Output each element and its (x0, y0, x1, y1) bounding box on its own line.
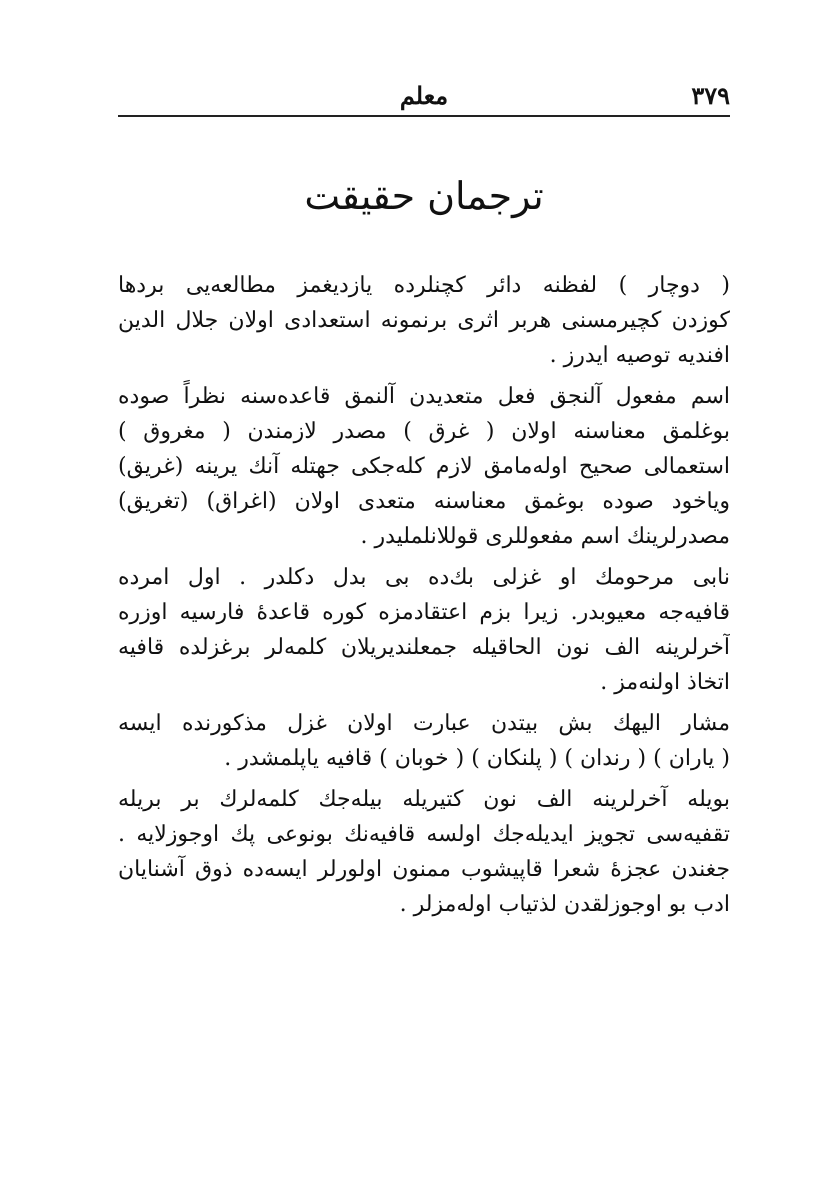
running-title: معلم (399, 81, 449, 110)
text-line: استعمالى صحيح اوله‌مامق لازم كله‌جكى جهتله آنك يرينه (غريق) (118, 454, 730, 479)
text-line: ( ياران ) ( رندان ) ( پلنكان ) ( خوبان ) قافيه ياپلمشدر . (224, 746, 730, 771)
paragraph (118, 560, 730, 700)
text-line: ( دوچار ) لفظنه دائر كچنلرده يازديغمز مطالعه‌يى بردها (118, 273, 730, 298)
page-header (118, 78, 730, 114)
text-line: ادب بو اوجوزلقدن لذتياب اوله‌مزلر . (399, 892, 730, 917)
paragraph (118, 268, 730, 373)
text-line: افنديه توصيه ايدرز . (549, 343, 730, 368)
paragraph (118, 782, 730, 922)
text-line: وياخود صوده بوغمق معناسنه متعدى اولان (اغراق) (تغريق) (118, 489, 730, 514)
text-line: آخرلرينه الف نون الحاقيله جمعلنديريلان كلمه‌لر برغزلده قافيه (118, 635, 730, 660)
text-line: بوغلمق معناسنه اولان ( غرق ) مصدر لازمندن ( مغروق ) (118, 419, 730, 444)
text-line: بويله آخرلرينه الف نون كتيريله بيله‌جك كلمه‌لرك بر بريله (118, 787, 730, 812)
article-title: ترجمان حقيقت (304, 174, 544, 218)
text-line: قافيه‌جه معيوبدر. زيرا بزم اعتقادمزه كوره قاعدهٔ فارسيه اوزره (118, 600, 730, 625)
text-line: كوزدن كچيرمسنى هربر اثرى برنمونه استعدادى اولان جلال الدين (118, 308, 730, 333)
text-line: نابى مرحومك او غزلى بك‌ده بى بدل دكلدر . اول امرده (118, 565, 730, 590)
text-line: اسم مفعول آلنجق فعل متعديدن آلنمق قاعده‌سنه نظراً صوده (118, 384, 730, 409)
paragraph (118, 379, 730, 554)
text-line: اتخاذ اولنه‌مز . (600, 670, 730, 695)
text-line: جغندن عجزهٔ شعرا قاپيشوب ممنون اولورلر ايسه‌ده ذوق آشنايان (118, 857, 730, 882)
text-line: مصدرلرينك اسم مفعوللرى قوللانلمليدر . (360, 524, 730, 549)
paragraph (118, 706, 730, 776)
article-body (118, 268, 730, 922)
header-rule (118, 115, 730, 117)
text-line: تقفيه‌سى تجويز ايديله‌جك اولسه قافيه‌نك بونوعى پك اوجوزلايه . (118, 822, 730, 847)
page-number: ۳۷۹ (691, 81, 730, 110)
text-line: مشار اليهك بش بيتدن عبارت اولان غزل مذكورنده ايسه (118, 711, 730, 736)
